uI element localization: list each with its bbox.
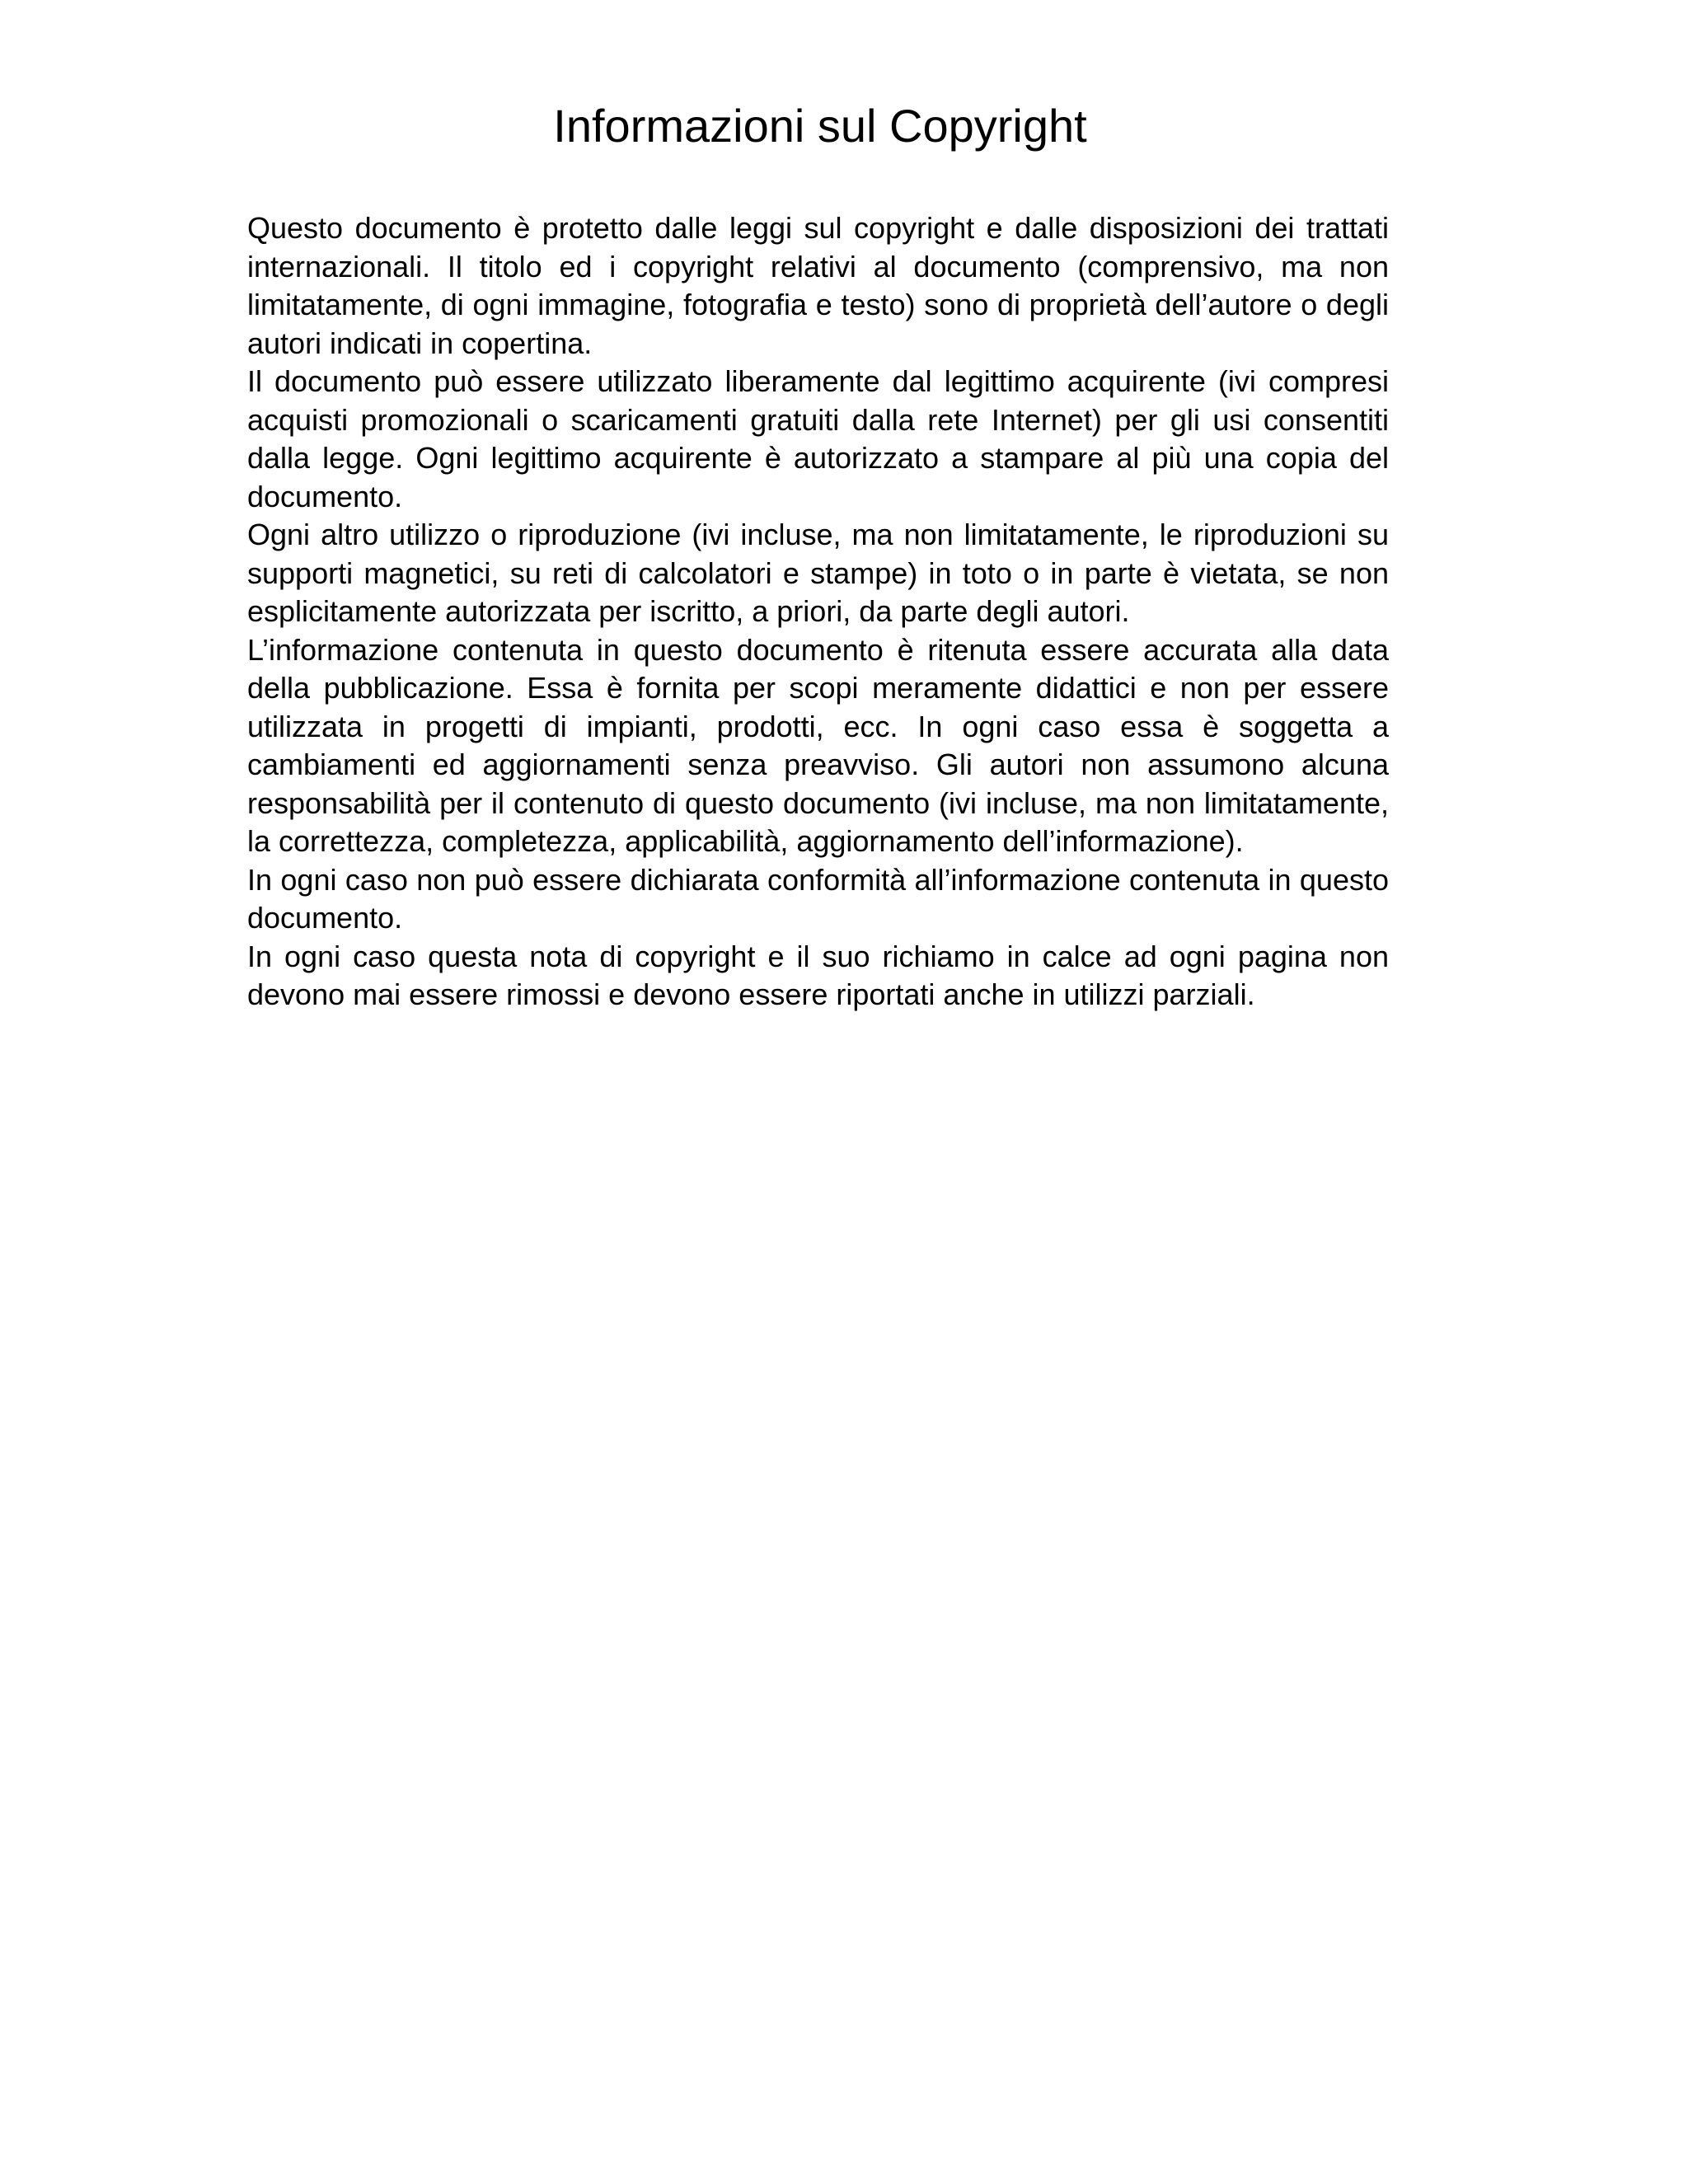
paragraph: Il documento può essere utilizzato liberamente dal legittimo acquirente (ivi compresi acquisti promozionali o scaricamenti gratuiti dalla rete Internet) per gli usi consentiti dalla legge. Ogni legittimo acquirente è autorizzato a stampare al più una copia del documento. bbox=[247, 364, 1389, 513]
document-body bbox=[247, 209, 1389, 1015]
paragraph: In ogni caso non può essere dichiarata conformità all’informazione contenuta in questo documento. bbox=[247, 862, 1389, 935]
paragraph: In ogni caso questa nota di copyright e il suo richiamo in calce ad ogni pagina non devono mai essere rimossi e devono essere riportati anche in utilizzi parziali. bbox=[247, 939, 1389, 1011]
page-title: Informazioni sul Copyright bbox=[553, 100, 1087, 152]
paragraph: L’informazione contenuta in questo documento è ritenuta essere accurata alla data della pubblicazione. Essa è fornita per scopi meramente didattici e non per essere utilizzata in progetti di impianti, prodotti, ecc. In ogni caso essa è soggetta a cambiamenti ed aggiornamenti senza preavviso. Gli autori non assumono alcuna responsabilità per il contenuto di questo documento (ivi incluse, ma non limitatamente, la correttezza, completezza, applicabilità, aggiornamento dell’informazione). bbox=[247, 632, 1389, 858]
paragraph: Ogni altro utilizzo o riproduzione (ivi incluse, ma non limitatamente, le riproduzioni su supporti magnetici, su reti di calcolatori e stampe) in toto o in parte è vietata, se non esplicitamente autorizzata per iscritto, a priori, da parte degli autori. bbox=[247, 518, 1389, 628]
paragraph: Questo documento è protetto dalle leggi sul copyright e dalle disposizioni dei trattati internazionali. Il titolo ed i copyright relativi al documento (comprensivo, ma non limitatamente, di ogni immagine, fotografia e testo) sono di proprietà dell’autore o degli autori indicati in copertina. bbox=[247, 211, 1389, 360]
